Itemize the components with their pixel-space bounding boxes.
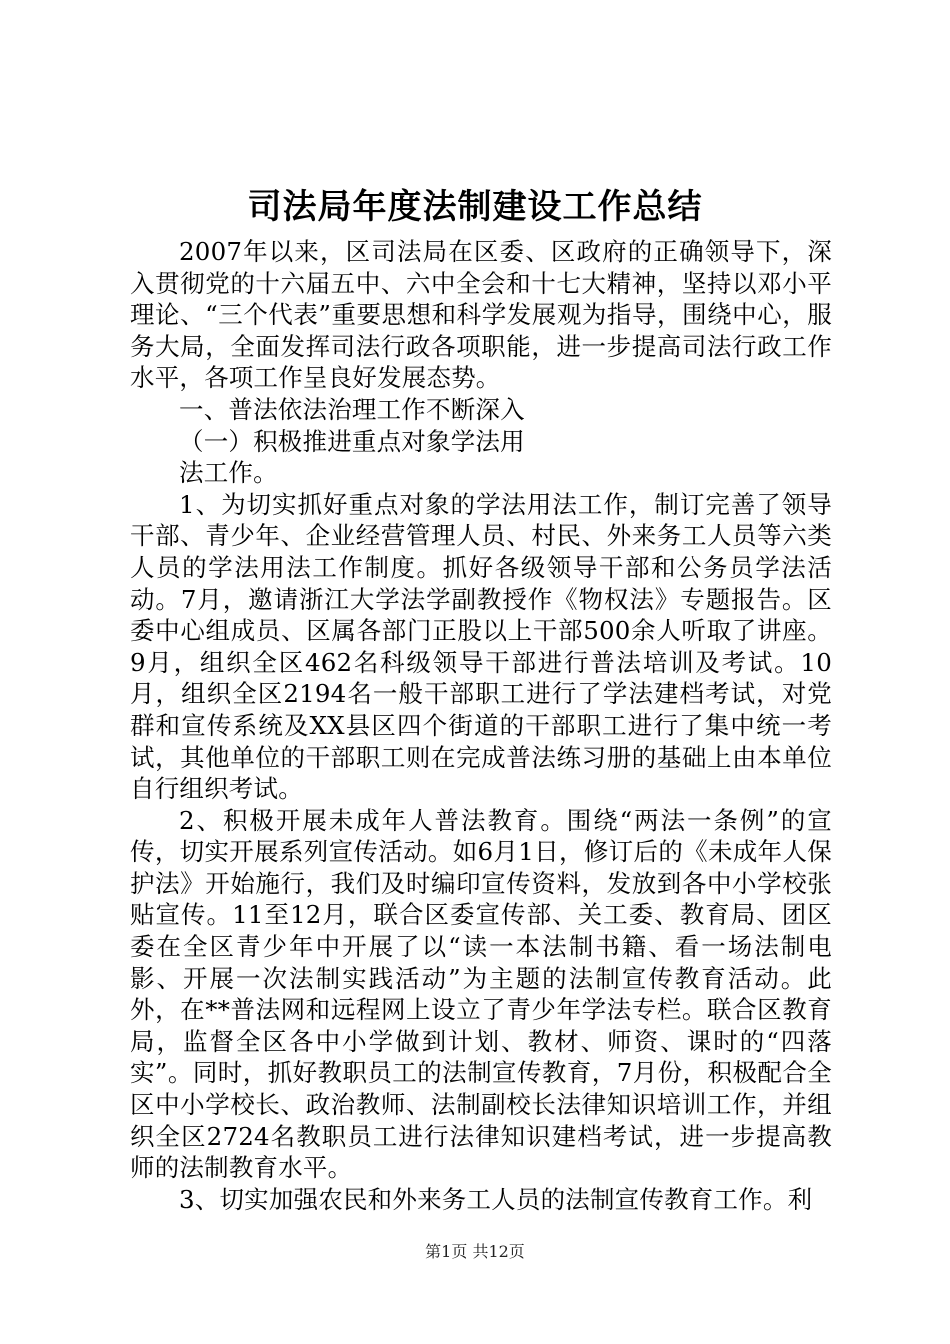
paragraph-intro: 2007年以来，区司法局在区委、区政府的正确领导下，深入贯彻党的十六届五中、六中全会和十七大精神，坚持以邓小平理论、“三个代表”重要思想和科学发展观为指导，围绕中心，服务大局，全面发挥司法行政各项职能，进一步提高司法行政工作水平，各项工作呈良好发展态势。 xyxy=(130,237,832,393)
document-title: 司法局年度法制建设工作总结 xyxy=(247,187,703,227)
paragraph-item-3: 3、切实加强农民和外来务工人员的法制宣传教育工作。利 xyxy=(179,1184,813,1214)
subsection-heading-continuation: 法工作。 xyxy=(179,458,278,488)
paragraph-item-1: 1、为切实抓好重点对象的学法用法工作，制订完善了领导干部、青少年、企业经营管理人员、村民、外来务工人员等六类人员的学法用法工作制度。抓好各级领导干部和公务员学法活动。7月，邀请浙江大学法学副教授作《物权法》专题报告。区委中心组成员、区属各部门正股以上干部500余人听取了讲座。9月，组织全区462名科级领导干部进行普法培训及考试。10月，组织全区2194名一般干部职工进行了学法建档考试，对党群和宣传系统及XX县区四个街道的干部职工进行了集中统一考试，其他单位的干部职工则在完成普法练习册的基础上由本单位自行组织考试。 xyxy=(130,489,832,804)
paragraph-item-2: 2、积极开展未成年人普法教育。围绕“两法一条例”的宣传，切实开展系列宣传活动。如6月1日，修订后的《未成年人保护法》开始施行，我们及时编印宣传资料，发放到各中小学校张贴宣传。11至12月，联合区委宣传部、关工委、教育局、团区委在全区青少年中开展了以“读一本法制书籍、看一场法制电影、开展一次法制实践活动”为主题的法制宣传教育活动。此外，在**普法网和远程网上设立了青少年学法专栏。联合区教育局，监督全区各中小学做到计划、教材、师资、课时的“四落实”。同时，抓好教职员工的法制宣传教育，7月份，积极配合全区中小学校长、政治教师、法制副校长法律知识培训工作，并组织全区2724名教职员工进行法律知识建档考试，进一步提高教师的法制教育水平。 xyxy=(130,805,832,1183)
subsection-heading-1: （一）积极推进重点对象学法用 xyxy=(179,426,525,456)
page-footer: 第1页 共12页 xyxy=(425,1242,525,1261)
document-body xyxy=(130,236,832,1215)
section-heading-1: 一、普法依法治理工作不断深入 xyxy=(179,394,525,424)
